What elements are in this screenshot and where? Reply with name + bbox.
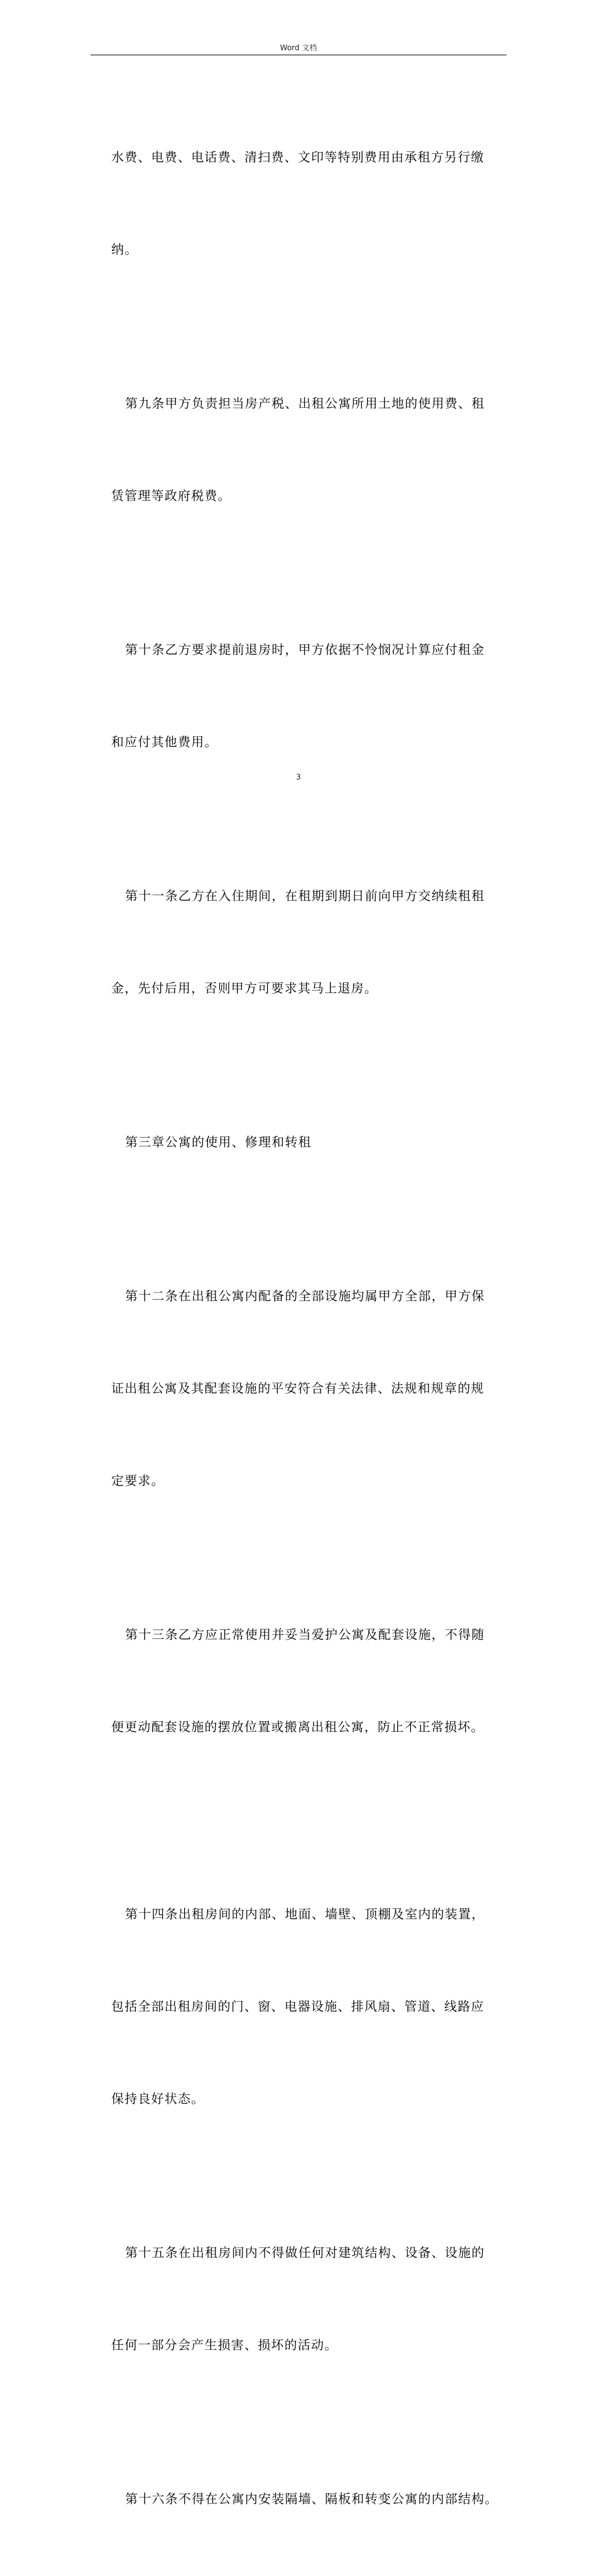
chapter-heading-3 bbox=[111, 1065, 513, 1219]
paragraph-line: 纳。 bbox=[111, 242, 138, 257]
document-body bbox=[111, 80, 513, 2576]
paragraph-line: 和应付其他费用。 bbox=[111, 734, 218, 749]
paragraph-article-9 bbox=[111, 327, 513, 573]
paragraph-article-13 bbox=[111, 1558, 513, 1804]
paragraph-article-15 bbox=[111, 2176, 513, 2422]
document-header-title: Word 文档 bbox=[280, 43, 317, 52]
paragraph-line: 保持良好状态。 bbox=[111, 2091, 205, 2106]
paragraph-line: 定要求。 bbox=[111, 1473, 165, 1488]
paragraph-article-10 bbox=[111, 573, 513, 819]
paragraph-article-12 bbox=[111, 1219, 513, 1558]
page-number: 3 bbox=[296, 773, 301, 781]
paragraph-line: 第三章公寓的使用、修理和转租 bbox=[125, 1134, 312, 1149]
paragraph-spacer bbox=[111, 1804, 513, 1837]
paragraph-line: 第十一条乙方在入住期间，在租期到期日前向甲方交纳续租租 bbox=[125, 888, 485, 903]
paragraph-article-14 bbox=[111, 1837, 513, 2176]
paragraph-fees bbox=[111, 80, 513, 327]
paragraph-line: 第十三条乙方应正常使用并妥当爱护公寓及配套设施，不得随 bbox=[125, 1627, 485, 1642]
paragraph-line: 第十二条在出租公寓内配备的全部设施均属甲方全部，甲方保 bbox=[125, 1288, 485, 1303]
paragraph-line: 第九条甲方负责担当房产税、出租公寓所用土地的使用费、租 bbox=[125, 396, 485, 411]
paragraph-line: 第十六条不得在公寓内安装隔墙、隔板和转变公寓的内部结构。 bbox=[125, 2491, 498, 2506]
paragraph-line: 第十条乙方要求提前退房时，甲方依据不怜悯况计算应付租金 bbox=[125, 642, 485, 657]
paragraph-article-11 bbox=[111, 819, 513, 1065]
paragraph-line: 包括全部出租房间的门、窗、电器设施、排风扇、管道、线路应 bbox=[111, 1999, 485, 2014]
paragraph-line: 便更动配套设施的摆放位置或搬离出租公寓，防止不正常损坏。 bbox=[111, 1719, 485, 1734]
paragraph-line: 证出租公寓及其配套设施的平安符合有关法律、法规和规章的规 bbox=[111, 1381, 485, 1396]
paragraph-article-16 bbox=[111, 2422, 513, 2576]
paragraph-line: 任何一部分会产生损害、损坏的活动。 bbox=[111, 2337, 338, 2352]
paragraph-line: 金，先付后用，否则甲方可要求其马上退房。 bbox=[111, 981, 378, 996]
paragraph-line: 赁管理等政府税费。 bbox=[111, 488, 231, 503]
paragraph-line: 水费、电费、电话费、清扫费、文印等特别费用由承租方另行缴 bbox=[111, 149, 485, 165]
paragraph-line: 第十四条出租房间的内部、地面、墙壁、顶棚及室内的装置， bbox=[125, 1906, 485, 1921]
paragraph-line: 第十五条在出租房间内不得做任何对建筑结构、设备、设施的 bbox=[125, 2245, 485, 2260]
